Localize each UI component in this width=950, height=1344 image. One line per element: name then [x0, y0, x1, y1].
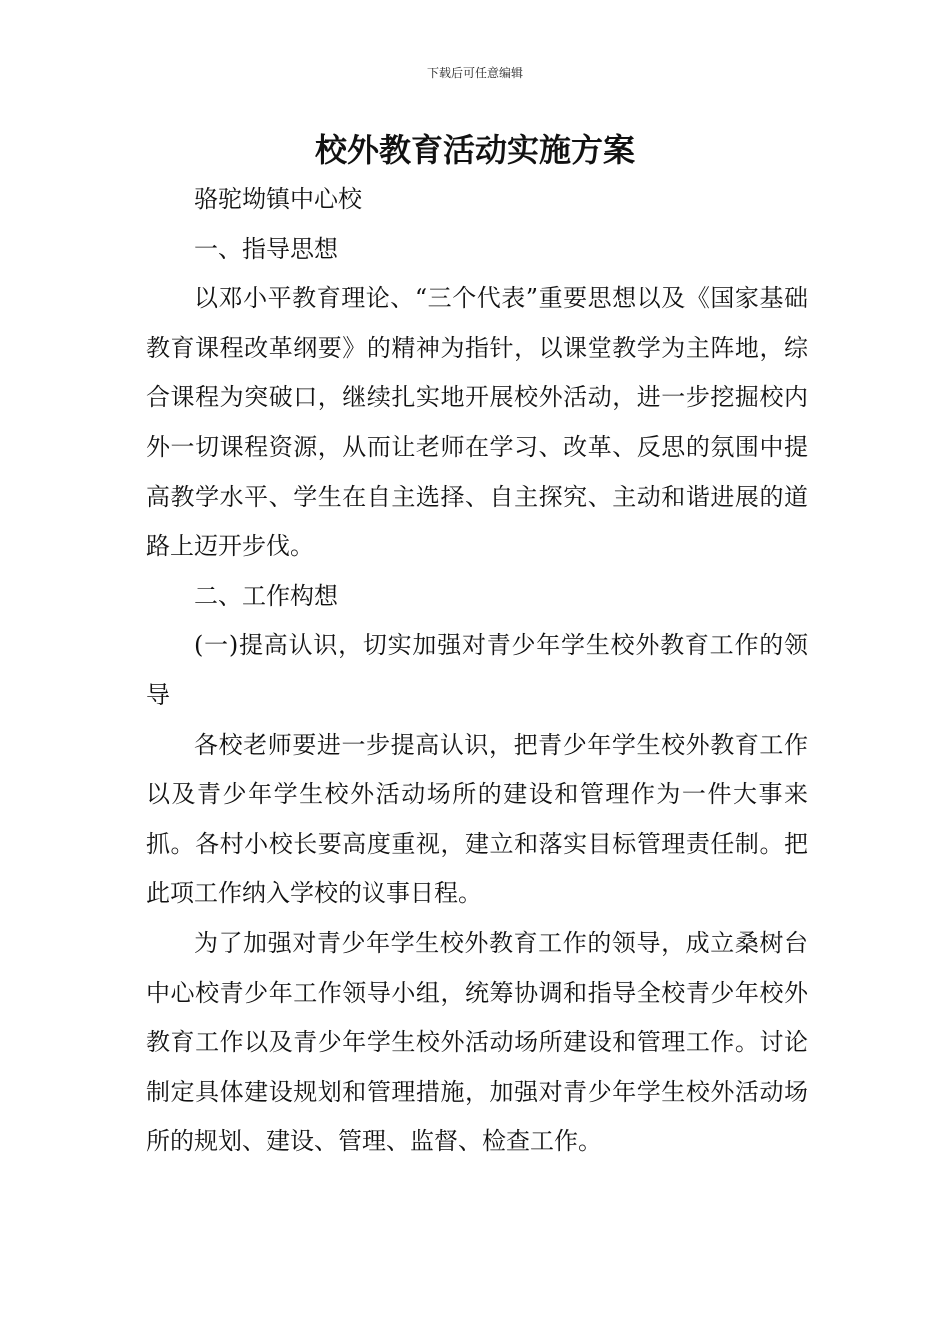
section-heading-guiding-ideology: 一、指导思想 — [194, 234, 338, 263]
document-body — [146, 175, 808, 1167]
paragraph-leadership-group: 为了加强对青少年学生校外教育工作的领导，成立桑树台中心校青少年工作领导小组，统筹协调和指导全校青少年校外教育工作以及青少年学生校外活动场所建设和管理工作。讨论制定具体建设规划和管理措施，加强对青少年学生校外活动场所的规划、建设、管理、监督、检查工作。 — [146, 928, 808, 1156]
document-title: 校外教育活动实施方案 — [314, 131, 635, 169]
paragraph-awareness: 各校老师要进一步提高认识，把青少年学生校外教育工作以及青少年学生校外活动场所的建设和管理作为一件大事来抓。各村小校长要高度重视，建立和落实目标管理责任制。把此项工作纳入学校的议事日程。 — [146, 730, 808, 908]
header-note: 下载后可任意编辑 — [426, 66, 523, 80]
organization-name: 骆驼坳镇中心校 — [194, 185, 362, 213]
paragraph-guiding-ideology: 以邓小平教育理论、“三个代表”重要思想以及《国家基础教育课程改革纲要》的精神为指针，以课堂教学为主阵地，综合课程为突破口，继续扎实地开展校外活动，进一步挖掘校内外一切课程资源，从而让老师在学习、改革、反思的氛围中提高教学水平、学生在自主选择、自主探究、主动和谐进展的道路上迈开步伐。 — [146, 284, 808, 561]
section-heading-work-plan: 二、工作构想 — [194, 581, 338, 610]
subsection-heading-leadership: (一)提高认识，切实加强对青少年学生校外教育工作的领导 — [146, 631, 808, 709]
